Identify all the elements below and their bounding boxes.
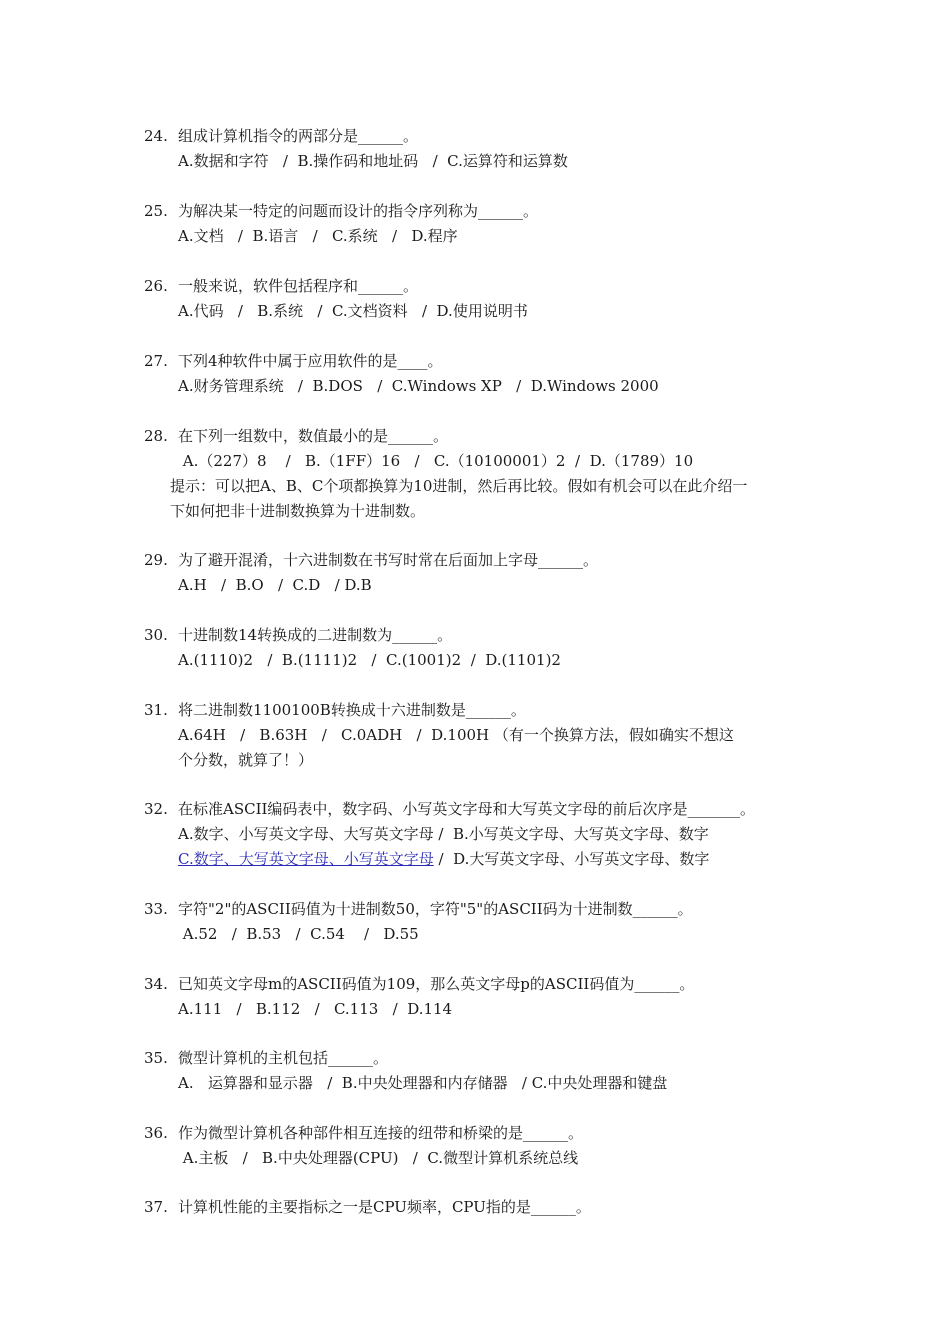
question-number: 37. bbox=[144, 1198, 168, 1216]
question-options: A.(1110)2 / B.(1111)2 / C.(1001)2 / D.(1101)2 bbox=[178, 651, 561, 669]
question-hint: 提示：可以把A、B、C个项都换算为10进制，然后再比较。假如有机会可以在此介绍一 bbox=[170, 477, 748, 495]
option-c-link[interactable]: C.数字、大写英文字母、小写英文字母 bbox=[178, 850, 434, 868]
question-stem: 将二进制数1100100B转换成十六进制数是______。 bbox=[178, 701, 526, 719]
question-options: A.数据和字符 / B.操作码和地址码 / C.运算符和运算数 bbox=[178, 152, 568, 170]
question-options: A. 运算器和显示器 / B.中央处理器和内存储器 / C.中央处理器和键盘 bbox=[178, 1074, 668, 1092]
question-stem: 字符"2"的ASCII码值为十进制数50，字符"5"的ASCII码为十进制数______。 bbox=[178, 900, 693, 918]
question-number: 34. bbox=[144, 975, 168, 993]
question-stem: 已知英文字母m的ASCII码值为109，那么英文字母p的ASCII码值为______。 bbox=[178, 975, 695, 993]
question-number: 25. bbox=[144, 202, 168, 220]
question-number: 27. bbox=[144, 352, 168, 370]
question-stem: 在标准ASCII编码表中，数字码、小写英文字母和大写英文字母的前后次序是_______。 bbox=[178, 800, 755, 818]
question-number: 33. bbox=[144, 900, 168, 918]
question-number: 32. bbox=[144, 800, 168, 818]
question-stem: 组成计算机指令的两部分是______。 bbox=[178, 127, 419, 145]
question-options: A.（227）8 / B.（1FF）16 / C.（10100001）2 / D.（1789）10 bbox=[178, 452, 694, 470]
question-number: 35. bbox=[144, 1049, 168, 1067]
question-stem: 下列4种软件中属于应用软件的是____。 bbox=[178, 352, 443, 370]
question-number: 30. bbox=[144, 626, 168, 644]
question-options-continued bbox=[178, 849, 709, 869]
question-stem: 计算机性能的主要指标之一是CPU频率，CPU指的是______。 bbox=[178, 1198, 591, 1216]
option-d-text: / D.大写英文字母、小写英文字母、数字 bbox=[433, 850, 710, 868]
question-hint: 下如何把非十进制数换算为十进制数。 bbox=[170, 502, 426, 520]
question-options-continued: 个分数，就算了！） bbox=[178, 751, 314, 769]
question-number: 28. bbox=[144, 427, 168, 445]
question-number: 31. bbox=[144, 701, 168, 719]
question-number: 24. bbox=[144, 127, 168, 145]
question-options: A.数字、小写英文字母、大写英文字母 / B.小写英文字母、大写英文字母、数字 bbox=[178, 825, 709, 843]
question-options: A.H / B.O / C.D / D.B bbox=[178, 576, 372, 594]
question-options: A.财务管理系统 / B.DOS / C.Windows XP / D.Windows 2000 bbox=[178, 377, 659, 395]
question-stem: 为了避开混淆，十六进制数在书写时常在后面加上字母______。 bbox=[178, 551, 599, 569]
question-stem: 为解决某一特定的问题而设计的指令序列称为______。 bbox=[178, 202, 539, 220]
question-number: 29. bbox=[144, 551, 168, 569]
question-stem: 一般来说，软件包括程序和______。 bbox=[178, 277, 419, 295]
question-options: A.文档 / B.语言 / C.系统 / D.程序 bbox=[178, 227, 458, 245]
question-stem: 作为微型计算机各种部件相互连接的纽带和桥梁的是______。 bbox=[178, 1124, 584, 1142]
question-options: A.52 / B.53 / C.54 / D.55 bbox=[178, 925, 419, 943]
question-stem: 十进制数14转换成的二进制数为______。 bbox=[178, 626, 453, 644]
question-options: A.64H / B.63H / C.0ADH / D.100H （有一个换算方法，假如确实不想这 bbox=[178, 726, 734, 744]
question-options: A.111 / B.112 / C.113 / D.114 bbox=[178, 1000, 453, 1018]
question-options: A.主板 / B.中央处理器(CPU) / C.微型计算机系统总线 bbox=[178, 1149, 579, 1167]
question-stem: 微型计算机的主机包括______。 bbox=[178, 1049, 389, 1067]
question-number: 36. bbox=[144, 1124, 168, 1142]
question-number: 26. bbox=[144, 277, 168, 295]
question-stem: 在下列一组数中，数值最小的是______。 bbox=[178, 427, 449, 445]
question-options: A.代码 / B.系统 / C.文档资料 / D.使用说明书 bbox=[178, 302, 528, 320]
